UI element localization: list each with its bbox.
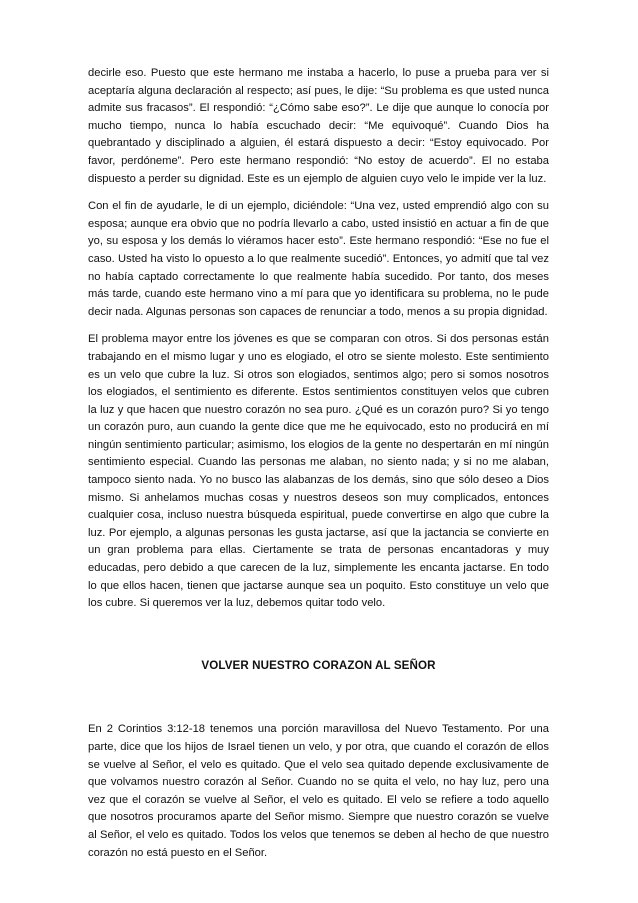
document-page [88, 65, 549, 862]
section-heading: VOLVER NUESTRO CORAZON AL SEÑOR [201, 658, 436, 672]
paragraph-2: Con el fin de ayudarle, le di un ejemplo, diciéndole: “Una vez, usted emprendió algo con su esposa; aunque era obvio que no podría llevarlo a cabo, usted insistió en actuar a fin de que yo, su esposa y los demás lo viéramos hacer esto”. Este hermano respondió: “Ese no fue el caso. Usted ha visto lo opuesto a lo que realmente sucedió”. Entonces, yo admití que tal vez no había captado correctamente lo que realmente había sucedido. Por tanto, dos meses más tarde, cuando este hermano vino a mí para que yo identificara su problema, no le pude decir nada. Algunas personas son capaces de renunciar a todo, menos a su propia dignidad. [88, 200, 549, 318]
paragraph-3: El problema mayor entre los jóvenes es que se comparan con otros. Si dos personas están trabajando en el mismo lugar y uno es elogiado, el otro se siente molesto. Este sentimiento es un velo que cubre la luz. Si otros son elogiados, sentimos algo; pero si somos nosotros los elogiados, el sentimiento es diferente. Estos sentimientos constituyen velos que cubren la luz y que hacen que nuestro corazón no sea puro. ¿Qué es un corazón puro? Si yo tengo un corazón puro, aun cuando la gente dice que me he equivocado, esto no producirá en mí ningún sentimiento particular; asimismo, los elogios de la gente no despertarán en mí ningún sentimiento especial. Cuando las personas me alaban, no siento nada; y si no me alaban, tampoco siento nada. Yo no busco las alabanzas de los demás, sino que sólo deseo a Dios mismo. Si anhelamos muchas cosas y nuestros deseos son muy complicados, entonces cualquier cosa, incluso nuestra búsqueda espiritual, puede convertirse en algo que cubre la luz. Por ejemplo, a algunas personas les gusta jactarse, así que la jactancia se convierte en un gran problema para ellas. Ciertamente se trata de personas encantadoras y muy educadas, pero debido a que carecen de la luz, simplemente les encanta jactarse. En todo lo que ellos hacen, tienen que jactarse aunque sea un poquito. Esto constituye un velo que los cubre. Si queremos ver la luz, debemos quitar todo velo. [88, 333, 549, 610]
paragraph-4: En 2 Corintios 3:12-18 tenemos una porción maravillosa del Nuevo Testamento. Por una parte, dice que los hijos de Israel tienen un velo, y por otra, que cuando el corazón de ellos se vuelve al Señor, el velo es quitado. Que el velo sea quitado depende exclusivamente de que volvamos nuestro corazón al Señor. Cuando no se quita el velo, no hay luz, pero una vez que el corazón se vuelve al Señor, el velo es quitado. El velo se refiere a todo aquello que nosotros procuramos aparte del Señor mismo. Siempre que nuestro corazón se vuelve al Señor, el velo es quitado. Todos los velos que tenemos se deben al hecho de que nuestro corazón no está puesto en el Señor. [88, 723, 549, 859]
paragraph-1: decirle eso. Puesto que este hermano me instaba a hacerlo, lo puse a prueba para ver si aceptaría alguna declaración al respecto; así pues, le dije: “Su problema es que usted nunca admite sus fracasos”. El respondió: “¿Cómo sabe eso?”. Le dije que aunque lo conocía por mucho tiempo, nunca lo había escuchado decir: “Me equivoqué”. Cuando Dios ha quebrantado y disciplinado a alguien, él estará dispuesto a decir: “Estoy equivocado. Por favor, perdóneme”. Pero este hermano respondió: “No estoy de acuerdo”. El no estaba dispuesto a perder su dignidad. Este es un ejemplo de alguien cuyo velo le impide ver la luz. [88, 67, 549, 185]
